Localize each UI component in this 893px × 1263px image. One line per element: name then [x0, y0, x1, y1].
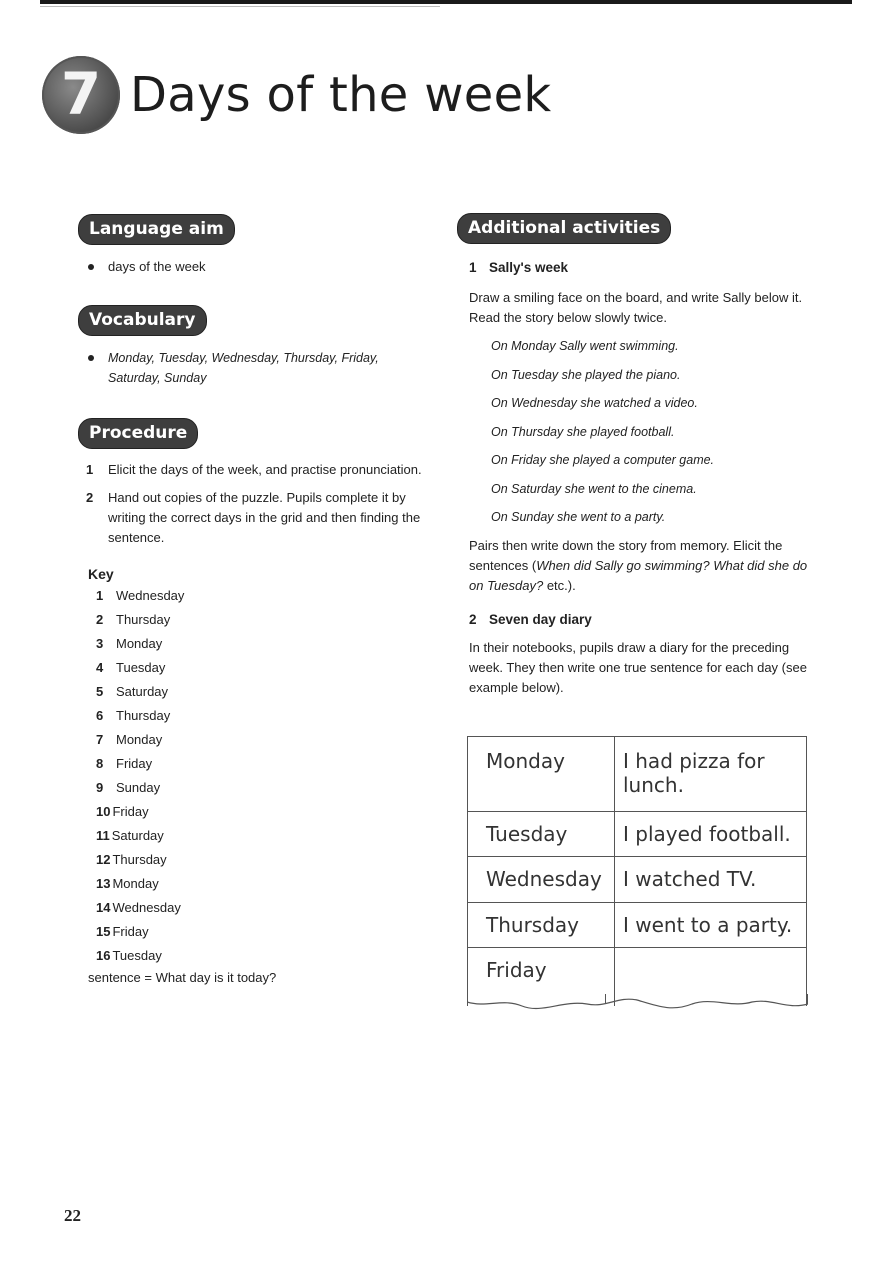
key-item — [88, 680, 428, 704]
key-item-value: Saturday — [111, 828, 164, 843]
story-line: On Saturday she went to the cinema. — [491, 481, 697, 496]
diary-activity: I had pizza for lunch. — [615, 737, 807, 812]
key-item — [88, 824, 428, 848]
key-sentence: sentence = What day is it today? — [88, 970, 277, 985]
activity-sallys-week — [457, 258, 817, 596]
chapter-number-badge — [42, 56, 120, 134]
activity-1-outro — [469, 536, 817, 596]
diary-day: Friday — [468, 948, 615, 1007]
procedure-step — [78, 460, 428, 480]
procedure-section — [78, 418, 428, 548]
key-item-number: 8 — [96, 756, 104, 771]
key-item-value: Monday — [112, 876, 159, 891]
activity-1-number: 1 — [469, 260, 477, 275]
key-item-value: Thursday — [116, 612, 171, 627]
activity-2-text: In their notebooks, pupils draw a diary for the preceding week. They then write one true sentence for each day (see example below). — [469, 639, 807, 695]
diary-day: Wednesday — [468, 857, 615, 903]
diary-activity: I played football. — [615, 812, 807, 857]
diary-table — [467, 736, 807, 1006]
key-item-number: 7 — [96, 732, 104, 747]
language-aim-item: days of the week — [78, 257, 428, 277]
story-line: On Monday Sally went swimming. — [491, 339, 679, 353]
key-item — [88, 920, 428, 944]
key-item-number: 2 — [96, 612, 104, 627]
key-item — [88, 608, 428, 632]
activity-2-title — [469, 610, 817, 630]
right-column — [457, 213, 817, 698]
key-item-number: 3 — [96, 636, 104, 651]
key-item-value: Monday — [116, 732, 163, 747]
chapter-header — [42, 56, 552, 134]
activity-1-outro-plain: Pairs then write down the story from memory. Elicit the sentences ( — [469, 537, 783, 573]
key-item — [88, 848, 428, 872]
procedure-step-text: Elicit the days of the week, and practise pronunciation. — [108, 462, 422, 477]
vocabulary-heading: Vocabulary — [78, 305, 207, 336]
diary-row — [468, 812, 807, 857]
key-item — [88, 776, 428, 800]
top-rule — [40, 0, 852, 4]
key-item-value: Tuesday — [112, 948, 162, 963]
activity-2-number: 2 — [469, 611, 477, 627]
story-line: On Tuesday she played the piano. — [491, 367, 681, 382]
vocabulary-item: Monday, Tuesday, Wednesday, Thursday, Friday, Saturday, Sunday — [78, 348, 428, 388]
diary-row — [468, 857, 807, 903]
page-title: Days of the week — [130, 67, 552, 123]
story-line: On Wednesday she watched a video. — [491, 396, 698, 410]
language-aim-heading: Language aim — [78, 214, 235, 245]
key-item-value: Sunday — [116, 780, 161, 795]
activity-1-intro: Draw a smiling face on the board, and write Sally below it. Read the story below slowly twice. — [469, 290, 803, 325]
key-item-value: Wednesday — [116, 588, 185, 603]
key-item — [88, 752, 428, 776]
key-item-number: 16 — [96, 948, 111, 963]
key-item-value: Saturday — [116, 684, 169, 699]
diary-activity: I went to a party. — [615, 903, 807, 948]
key-item — [88, 944, 428, 968]
key-item-value: Thursday — [116, 708, 171, 723]
procedure-step-text: Hand out copies of the puzzle. Pupils complete it by writing the correct days in the grid and then finding the sentence. — [108, 490, 421, 545]
key-item-number: 10 — [96, 804, 111, 819]
language-aim-section — [78, 214, 428, 277]
key-item-number: 13 — [96, 876, 111, 891]
procedure-heading: Procedure — [78, 418, 198, 449]
key-title: Key — [88, 566, 114, 582]
activity-1-title-text: Sally's week — [489, 260, 569, 275]
key-item-value: Friday — [112, 804, 149, 819]
chapter-number: 7 — [60, 60, 102, 128]
diary-row — [468, 737, 807, 812]
key-item — [88, 872, 428, 896]
procedure-step-number: 2 — [86, 490, 94, 505]
key-list — [88, 584, 428, 968]
key-item-number: 11 — [96, 828, 110, 843]
key-item — [88, 704, 428, 728]
top-rule-faint — [40, 6, 440, 7]
page-number: 22 — [64, 1206, 81, 1225]
activity-2-title-text: Seven day diary — [489, 611, 592, 627]
diary-day: Thursday — [468, 903, 615, 948]
torn-edge — [467, 994, 808, 1016]
key-item-value: Wednesday — [112, 900, 181, 915]
story-line: On Thursday she played football. — [491, 424, 675, 439]
additional-activities-heading: Additional activities — [457, 213, 671, 244]
key-item-number: 9 — [96, 780, 104, 795]
key-item-number: 4 — [96, 660, 104, 675]
key-item — [88, 656, 428, 680]
activity-1-outro-italic: When did Sally go swimming? What did she do on Tuesday? — [469, 557, 808, 593]
key-item — [88, 632, 428, 656]
story-line: On Friday she played a computer game. — [491, 453, 715, 467]
activity-1-title — [469, 258, 817, 278]
key-item-number: 12 — [96, 852, 111, 867]
key-item-value: Tuesday — [116, 660, 166, 675]
vocabulary-section — [78, 305, 428, 388]
key-item — [88, 896, 428, 920]
left-column — [78, 214, 428, 988]
key-item-value: Friday — [116, 756, 153, 771]
story-line: On Sunday she went to a party. — [491, 510, 666, 524]
activity-1-outro-end: etc.). — [543, 577, 576, 593]
story-list — [469, 332, 817, 532]
key-item — [88, 728, 428, 752]
key-item — [88, 800, 428, 824]
key-item-value: Thursday — [112, 852, 167, 867]
diary-row — [468, 903, 807, 948]
activity-seven-day-diary — [457, 610, 817, 698]
key-item — [88, 584, 428, 608]
key-item-number: 1 — [96, 588, 104, 603]
key-item-number: 6 — [96, 708, 104, 723]
diary-day: Monday — [468, 737, 615, 812]
key-item-value: Monday — [116, 636, 163, 651]
procedure-step-number: 1 — [86, 462, 94, 477]
key-item-value: Friday — [112, 924, 149, 939]
key-item-number: 15 — [96, 924, 111, 939]
diary-activity: I watched TV. — [615, 857, 807, 903]
key-section — [78, 564, 428, 988]
key-item-number: 14 — [96, 900, 111, 915]
key-item-number: 5 — [96, 684, 104, 699]
procedure-step — [78, 488, 428, 548]
diary-day: Tuesday — [468, 812, 615, 857]
